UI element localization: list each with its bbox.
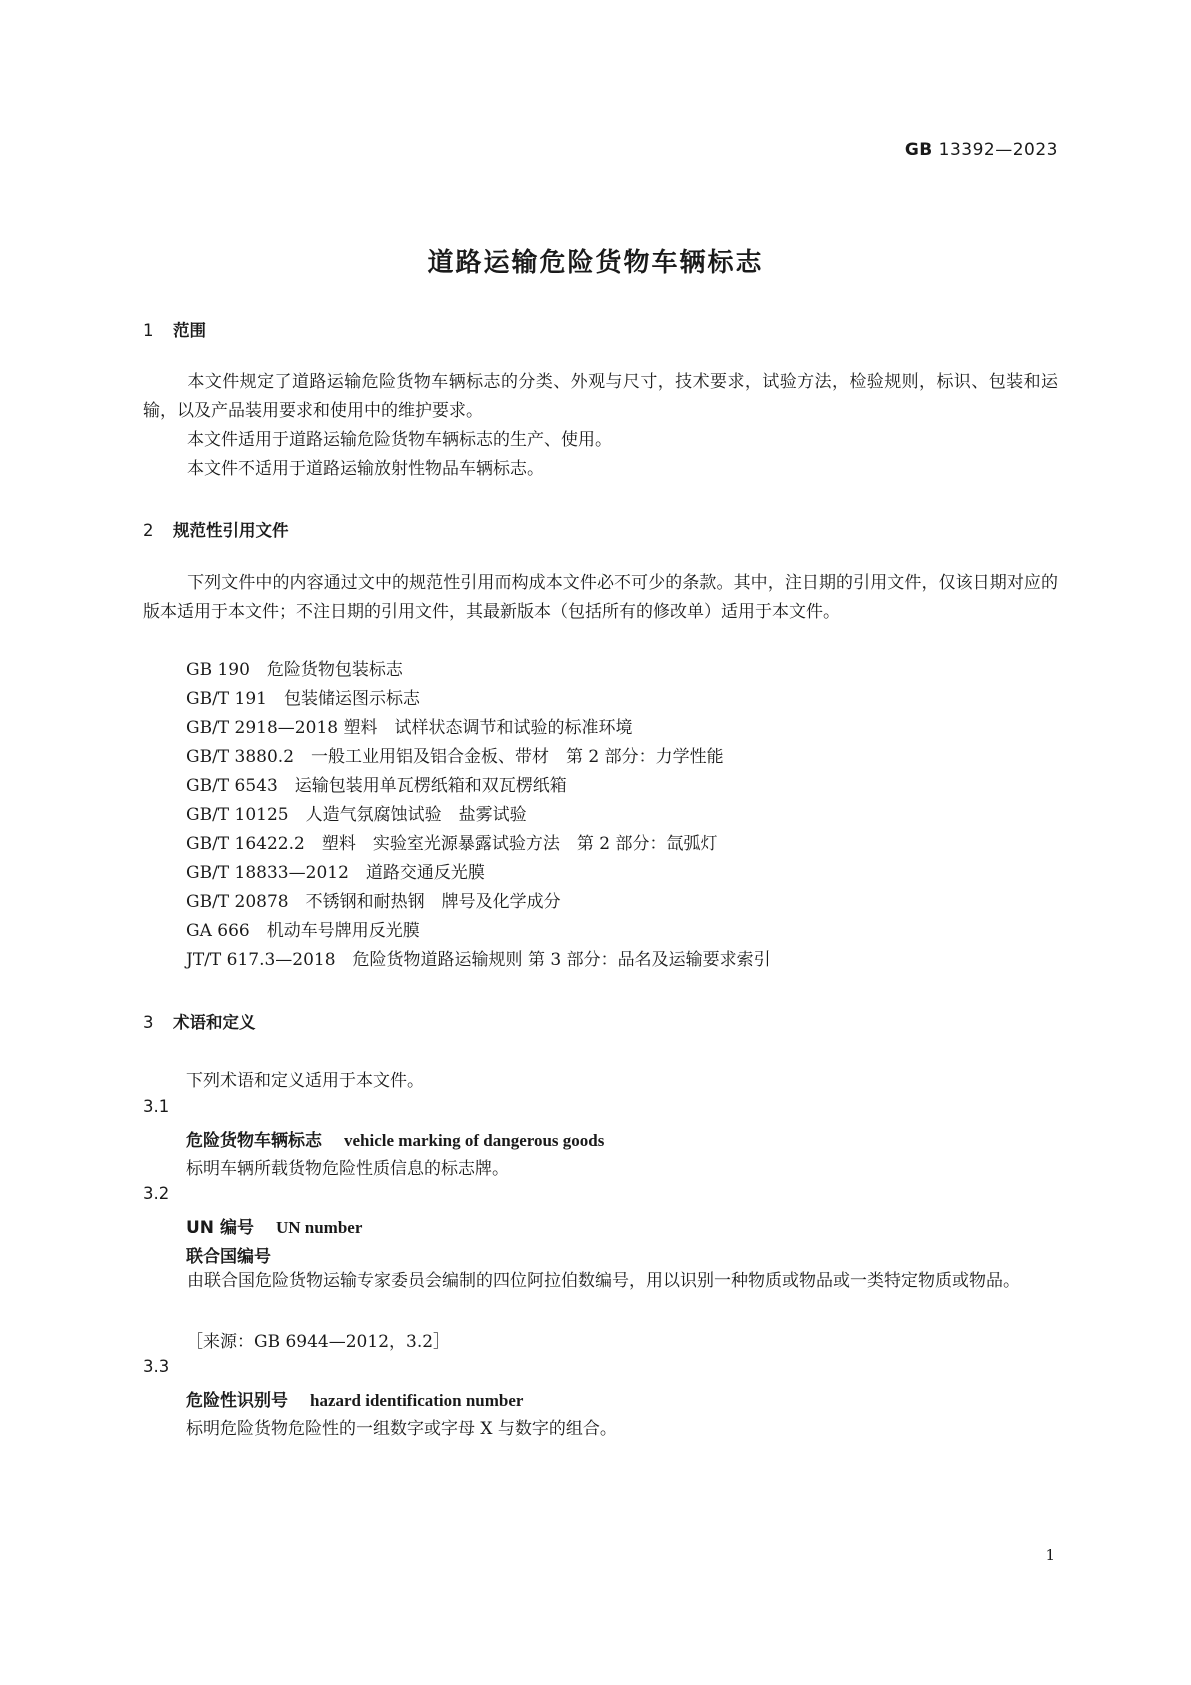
- reference-item: GB 190 危险货物包装标志: [186, 660, 403, 680]
- reference-item: GB/T 10125 人造气氛腐蚀试验 盐雾试验: [186, 805, 527, 825]
- term-definition: 标明危险货物危险性的一组数字或字母 X 与数字的组合。: [186, 1419, 617, 1439]
- term-number: 3.2: [143, 1184, 170, 1203]
- document-title: 道路运输危险货物车辆标志: [427, 248, 764, 278]
- reference-item: GA 666 机动车号牌用反光膜: [186, 921, 420, 941]
- reference-item: GB/T 3880.2 一般工业用铝及铝合金板、带材 第 2 部分：力学性能: [186, 747, 724, 767]
- term-name: 危险货物车辆标志 vehicle marking of dangerous goods: [186, 1131, 605, 1151]
- term-number: 3.3: [143, 1357, 170, 1376]
- section-1-heading: 1 范围: [143, 321, 206, 340]
- reference-item: GB/T 16422.2 塑料 实验室光源暴露试验方法 第 2 部分：氙弧灯: [186, 834, 718, 854]
- section-2-heading: 2 规范性引用文件: [143, 521, 289, 540]
- reference-item: GB/T 6543 运输包装用单瓦楞纸箱和双瓦楞纸箱: [186, 776, 567, 796]
- reference-item: GB/T 2918—2018 塑料 试样状态调节和试验的标准环境: [186, 718, 633, 738]
- reference-item: JT/T 617.3—2018 危险货物道路运输规则 第 3 部分：品名及运输要求索引: [186, 950, 771, 970]
- term-alternate-name: 联合国编号: [186, 1247, 271, 1267]
- term-number: 3.1: [143, 1097, 170, 1116]
- reference-item: GB/T 20878 不锈钢和耐热钢 牌号及化学成分: [186, 892, 561, 912]
- section-1-paragraph: 本文件适用于道路运输危险货物车辆标志的生产、使用。: [187, 430, 612, 450]
- section-3-intro: 下列术语和定义适用于本文件。: [186, 1071, 424, 1091]
- standard-code: [905, 140, 1058, 160]
- section-2-intro: 下列文件中的内容通过文中的规范性引用而构成本文件必不可少的条款。其中，注日期的引用文件，仅该日期对应的版本适用于本文件；不注日期的引用文件，其最新版本（包括所有的修改单）适用于本文件。: [143, 573, 1058, 622]
- reference-item: GB/T 191 包装储运图示标志: [186, 689, 420, 709]
- standard-prefix: GB: [904, 140, 933, 160]
- section-3-heading: 3 术语和定义: [143, 1013, 256, 1032]
- term-source: ［来源：GB 6944—2012，3.2］: [186, 1332, 451, 1352]
- term-name: UN 编号 UN number: [186, 1218, 363, 1238]
- standard-number: 13392—2023: [938, 140, 1058, 160]
- section-1-paragraph: 本文件规定了道路运输危险货物车辆标志的分类、外观与尺寸，技术要求，试验方法，检验规则，标识、包装和运输，以及产品装用要求和使用中的维护要求。: [143, 372, 1058, 421]
- section-1-paragraph: 本文件不适用于道路运输放射性物品车辆标志。: [187, 459, 544, 479]
- term-name: 危险性识别号 hazard identification number: [186, 1391, 524, 1411]
- reference-item: GB/T 18833—2012 道路交通反光膜: [186, 863, 485, 883]
- term-definition: 由联合国危险货物运输专家委员会编制的四位阿拉伯数编号，用以识别一种物质或物品或一类特定物质或物品。: [187, 1271, 1020, 1291]
- page-number: 1: [1045, 1546, 1055, 1564]
- term-definition: 标明车辆所载货物危险性质信息的标志牌。: [186, 1159, 509, 1179]
